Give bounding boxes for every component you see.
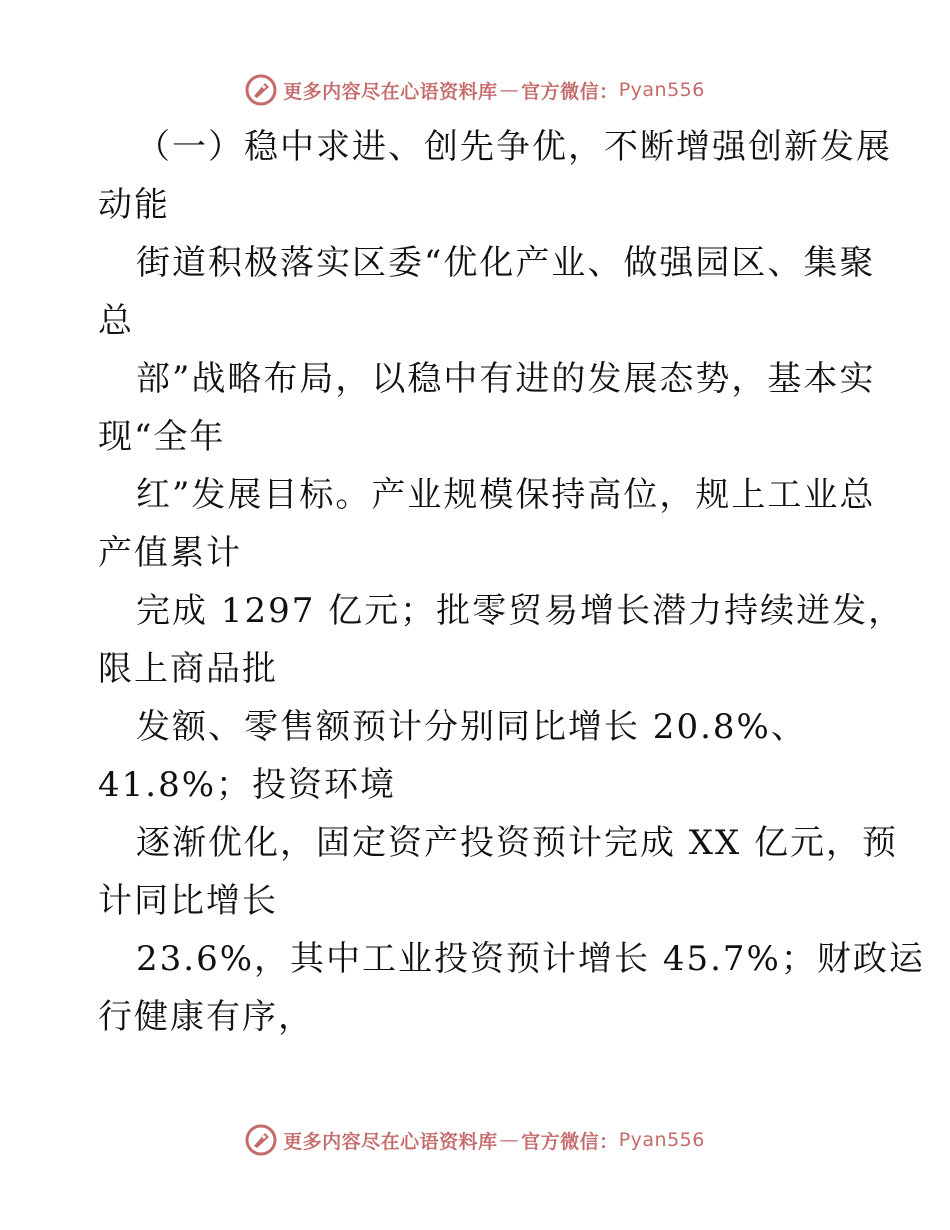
text-line: 产值累计 (98, 533, 242, 573)
text-line: 部”战略布局，以稳中有进的发展态势，基本实 (136, 359, 876, 399)
watermark-account: Pyan556 (618, 79, 705, 101)
text-line: 行健康有序， (98, 997, 314, 1037)
text-line: 发额、零售额预计分别同比增长 20.8%、 (136, 707, 807, 747)
text-line: 现“全年 (98, 417, 226, 457)
heading-line: （一）稳中求进、创先争优，不断增强创新发展 (136, 127, 892, 167)
text-line: 街道积极落实区委“优化产业、做强园区、集聚 (136, 243, 876, 283)
pen-nib-icon (245, 1124, 277, 1156)
watermark-main-text: 更多内容尽在心语资料库 (283, 80, 498, 103)
text-line: 41.8%；投资环境 (98, 765, 397, 805)
watermark-separator: — (499, 79, 520, 101)
watermark-main-text: 更多内容尽在心语资料库 (283, 1130, 498, 1153)
text-line: 23.6%，其中工业投资预计增长 45.7%；财政运 (136, 939, 925, 979)
watermark-suffix: 官方微信： (521, 1130, 619, 1153)
text-line: 计同比增长 (98, 881, 278, 921)
watermark-suffix: 官方微信： (521, 80, 619, 103)
text-line: 总 (98, 301, 134, 341)
document-body (98, 118, 925, 1046)
watermark-account: Pyan556 (618, 1129, 705, 1151)
watermark-separator: — (499, 1129, 520, 1151)
text-line: 限上商品批 (98, 649, 278, 689)
pen-nib-icon (245, 74, 277, 106)
text-line: 红”发展目标。产业规模保持高位，规上工业总 (136, 475, 876, 515)
text-line: 完成 1297 亿元；批零贸易增长潜力持续迸发， (136, 591, 905, 631)
text-line: 逐渐优化，固定资产投资预计完成 XX 亿元，预 (136, 823, 899, 863)
header-watermark (0, 70, 950, 110)
text-line: 动能 (98, 185, 170, 225)
footer-watermark (0, 1120, 950, 1160)
